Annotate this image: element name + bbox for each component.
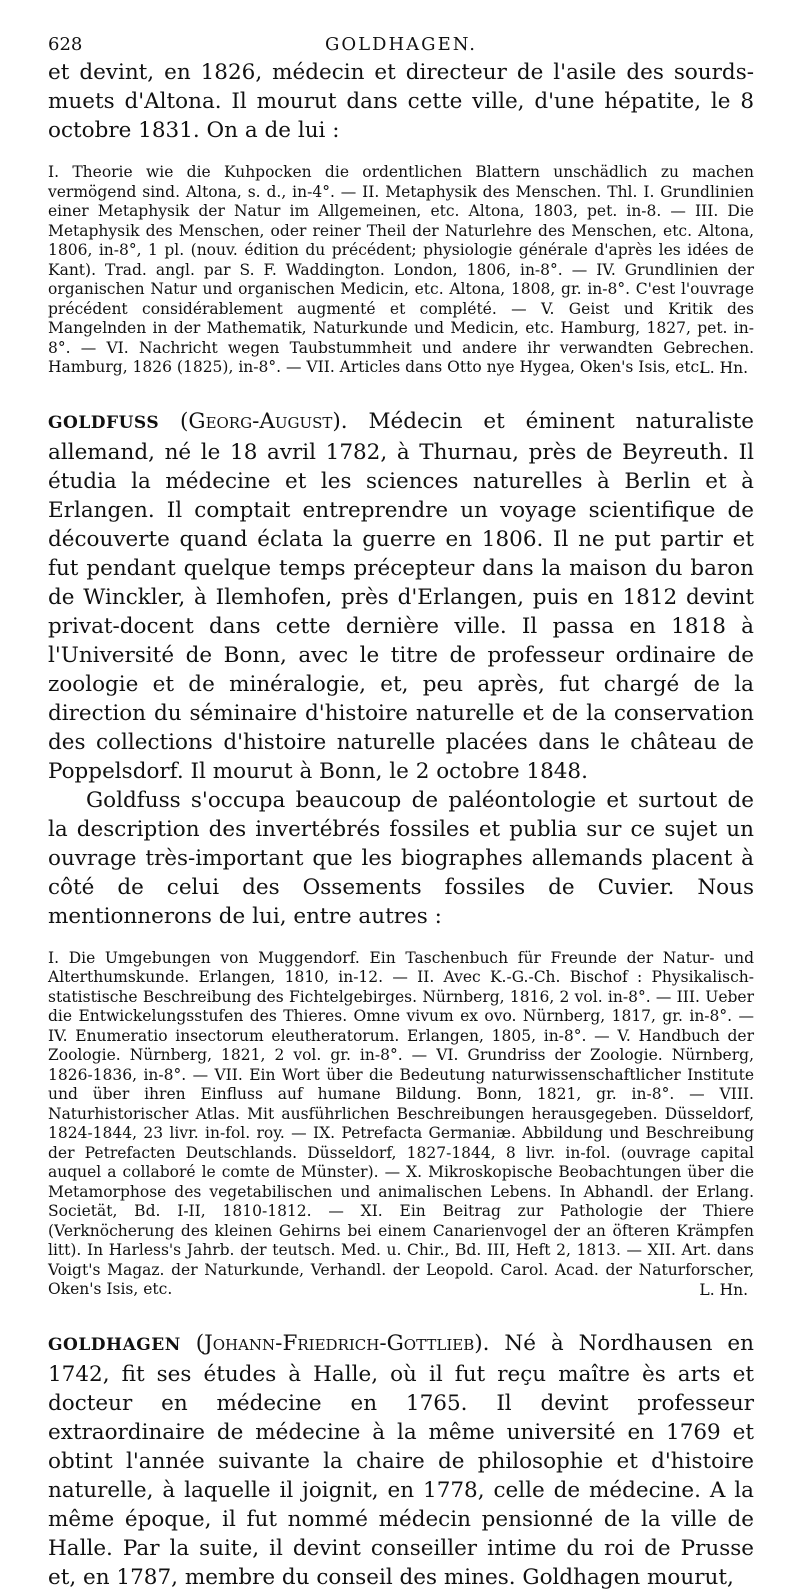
entry-continuation [48,58,754,377]
page-number: 628 [48,34,83,55]
entry-works-list: I. Die Umgebungen von Muggendorf. Ein Taschenbuch für Freunde der Natur- und Alterthumskunde. Erlangen, 1810, in-12. — II. Avec K.-G.-Ch. Bischof : Physikalisch-statistische Beschreibung des Fichtelgebirges. Nürnberg, 1816, 2 vol. in-8°. — III. Ueber die Entwickelungsstufen des Thieres. Omne vivum ex ovo. Nürnberg, 1817, gr. in-8°. — IV. Enumeratio insectorum eleutheratorum. Erlangen, 1805, in-8°. — V. Handbuch der Zoologie. Nürnberg, 1821, 2 vol. gr. in-8°. — VI. Grundriss der Zoologie. Nürnberg, 1826-1836, in-8°. — VII. Ein Wort über die Bedeutung naturwissenschaftlicher Institute und über ihren Einfluss auf humane Bildung. Bonn, 1821, gr. in-8°. — VIII. Naturhistorischer Atlas. Mit ausführlichen Beschreibungen herausgegeben. Düsseldorf, 1824-1844, 23 livr. in-fol. roy. — IX. Petrefacta Germaniæ. Abbildung und Beschreibung der Petrefacten Deutschlands. Düsseldorf, 1827-1844, 8 livr. in-fol. (ouvrage capital auquel a collaboré le comte de Münster). — X. Mikroskopische Beobachtungen über die Metamorphose des vegetabilischen und animalischen Lebens. In Abhandl. der Erlang. Societät, Bd. I-II, 1810-1812. — XI. Ein Beitrag zur Pathologie der Thiere (Verknöcherung des kleinen Gehirns bei einem Canarienvogel der an öfteren Krämpfen litt). In Harless's Jahrb. der teutsch. Med. u. Chir., Bd. III, Heft 2, 1813. — XII. Art. dans Voigt's Magaz. der Naturkunde, Verhandl. der Leopold. Carol. Acad. der Naturforscher, Oken's Isis, etc. [48,948,754,1298]
continuation-works-list: I. Theorie wie die Kuhpocken die ordentlichen Blattern unschädlich zu machen vermögend sind. Altona, s. d., in-4°. — II. Metaphysik des Menschen. Thl. I. Grundlinien einer Metaphysik der Natur im Allgemeinen, etc. Altona, 1803, pet. in-8. — III. Die Metaphysik des Menschen, oder reiner Theil der Naturlehre des Menschen, etc. Altona, 1806, in-8°, 1 pl. (nouv. édition du précédent; physiologie générale d'après les idées de Kant). Trad. angl. par S. F. Waddington. London, 1806, in-8°. — IV. Grundlinien der organischen Natur und organischen Medicin, etc. Altona, 1808, gr. in-8°. C'est l'ouvrage précédent considérablement augmenté et complété. — V. Geist und Kritik des Mangelnden in der Mathematik, Naturkunde und Medicin, etc. Hamburg, 1827, pet. in-8°. — VI. Nachricht wegen Taubstummheit und andere ihr verwandten Gebrechen. Hamburg, 1826 (1825), in-8°. — VII. Articles dans Otto nye Hygea, Oken's Isis, etc. [48,163,754,376]
continuation-paragraph: et devint, en 1826, médecin et directeur de l'asile des sourds-muets d'Altona. Il mourut dans cette ville, d'une hépatite, le 8 octobre 1831. On a de lui : [48,60,754,143]
entry-given-names: (Johann-Friedrich-Gottlieb). [195,1330,490,1356]
entry-paragraph: Médecin et éminent naturaliste allemand, né le 18 avril 1782, à Thurnau, près de Beyreuth. Il étudia la médecine et les sciences naturelles à Berlin et à Erlangen. Il comptait entreprendre un voyage scientifique de découverte quand éclata la guerre en 1806. Il ne put partir et fut pendant quelque temps précepteur dans la maison du baron de Winckler, à Ilemhofen, près d'Erlangen, puis en 1812 devint privat-docent dans cette dernière ville. Il passa en 1818 à l'Université de Bonn, avec le titre de professeur ordinaire de zoologie et de minéralogie, et, peu après, fut chargé de la direction du séminaire d'histoire naturelle et de la conservation des collections d'histoire naturelle placées dans le château de Poppelsdorf. Il mourut à Bonn, le 2 octobre 1848. [48,408,754,784]
page-header [48,28,754,58]
entry-signature: L. Hn. [699,1280,748,1299]
entry-goldfuss [48,407,754,1299]
entry-paragraph-2: Goldfuss s'occupa beaucoup de paléontologie et surtout de la description des invertébrés fossiles et publia sur ce sujet un ouvrage très-important que les biographes allemands placent à côté de celui des Ossements fossiles de Cuvier. Nous mentionnerons de lui, entre autres : [48,787,754,929]
entry-paragraph: Né à Nordhausen en 1742, fit ses études à Halle, où il fut reçu maître ès arts et docteur en médecine en 1765. Il devint professeur extraordinaire de médecine à la même université en 1769 et obtint l'année suivante la chaire de philosophie et d'histoire naturelle, à laquelle il joignit, en 1778, celle de médecine. A la même époque, il fut nommé médecin pensionné de la ville de Halle. Par la suite, il devint conseiller intime du roi de Prusse et, en 1787, membre du conseil des mines. Goldhagen mourut, [48,1330,754,1590]
running-head: GOLDHAGEN. [324,34,478,55]
entry-goldhagen [48,1329,754,1592]
entry-headword: GOLDHAGEN [48,1334,181,1355]
entry-headword: GOLDFUSS [48,412,160,433]
continuation-signature: L. Hn. [699,358,748,377]
entry-given-names: (Georg-August). [180,408,348,434]
